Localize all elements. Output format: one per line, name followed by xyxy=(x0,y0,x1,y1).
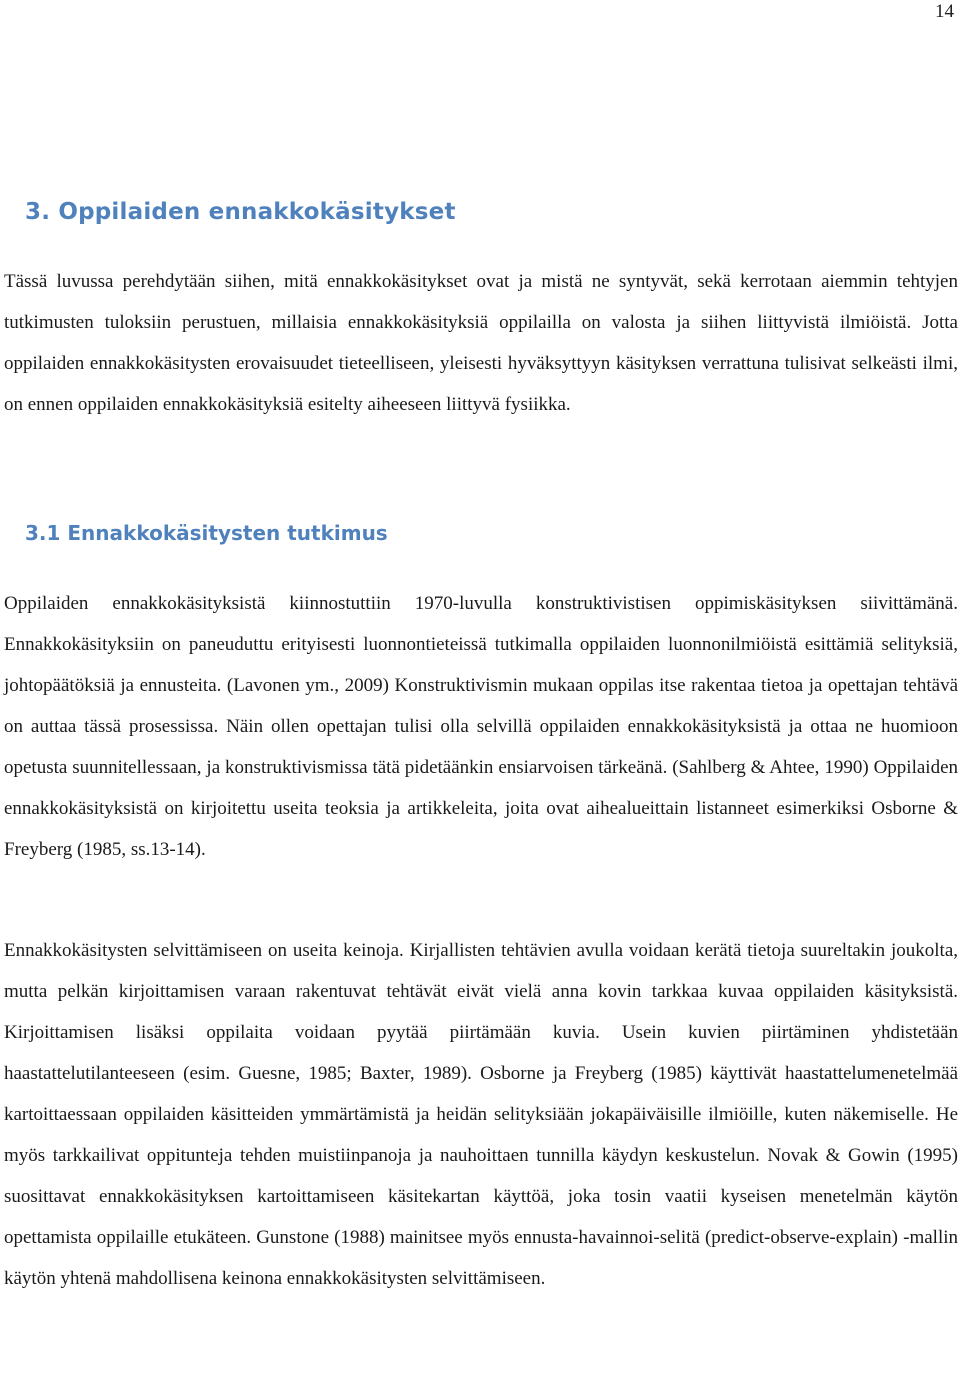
section-heading: 3. Oppilaiden ennakkokäsitykset xyxy=(25,199,456,225)
subsection-heading: 3.1 Ennakkokäsitysten tutkimus xyxy=(25,521,388,545)
intro-paragraph: Tässä luvussa perehdytään siihen, mitä ennakkokäsitykset ovat ja mistä ne syntyvät, sekä kerrotaan aiemmin tehtyjen tutkimusten tuloksiin perustuen, millaisia ennakkokäsityksiä oppilailla on valosta ja siihen liittyvistä ilmiöistä. Jotta oppilaiden ennakkokäsitysten erovaisuudet tieteelliseen, yleisesti hyväksyttyyn käsityksen verrattuna tulisivat selkeästi ilmi, on ennen oppilaiden ennakkokäsityksiä esitelty aiheeseen liittyvä fysiikka. xyxy=(4,271,958,415)
body-paragraph-2: Oppilaiden ennakkokäsityksistä kiinnostuttiin 1970-luvulla konstruktivistisen oppimiskäsityksen siivittämänä. Ennakkokäsityksiin on paneuduttu erityisesti luonnontieteissä tutkimalla oppilaiden luonnonilmiöistä esittämiä selityksiä, johtopäätöksiä ja ennusteita. (Lavonen ym., 2009) Konstruktivismin mukaan oppilas itse rakentaa tietoa ja opettajan tehtävä on auttaa tässä prosessissa. Näin ollen opettajan tulisi olla selvillä oppilaiden ennakkokäsityksistä ja ottaa ne huomioon opetusta suunnitellessaan, ja konstruktivismissa tätä pidetäänkin ensiarvoisen tärkeänä. (Sahlberg & Ahtee, 1990) Oppilaiden ennakkokäsityksistä on kirjoitettu useita teoksia ja artikkeleita, joita ovat aihealueittain listanneet esimerkiksi Osborne & Freyberg (1985, ss.13-14). xyxy=(4,593,958,860)
page-number: 14 xyxy=(935,1,954,22)
body-paragraph-3: Ennakkokäsitysten selvittämiseen on useita keinoja. Kirjallisten tehtävien avulla voidaan kerätä tietoja suureltakin joukolta, mutta pelkän kirjoittamisen varaan rakentuvat tehtävät eivät vielä anna kovin tarkkaa kuvaa oppilaiden käsityksistä. Kirjoittamisen lisäksi oppilaita voidaan pyytää piirtämään kuvia. Usein kuvien piirtäminen yhdistetään haastattelutilanteeseen (esim. Guesne, 1985; Baxter, 1989). Osborne ja Freyberg (1985) käyttivät haastattelumenetelmää kartoittaessaan oppilaiden käsitteiden ymmärtämistä ja heidän selityksiään jokapäiväisille ilmiöille, kuten näkemiselle. He myös tarkkailivat oppitunteja tehden muistiinpanoja ja nauhoittaen tunnilla käydyn keskustelun. Novak & Gowin (1995) suosittavat ennakkokäsityksen kartoittamiseen käsitekartan käyttöä, joka tosin vaatii kyseisen menetelmän käytön opettamista oppilaille etukäteen. Gunstone (1988) mainitsee myös ennusta-havainnoi-selitä (predict-observe-explain) -mallin käytön yhtenä mahdollisena keinona ennakkokäsitysten selvittämiseen. xyxy=(4,940,958,1289)
